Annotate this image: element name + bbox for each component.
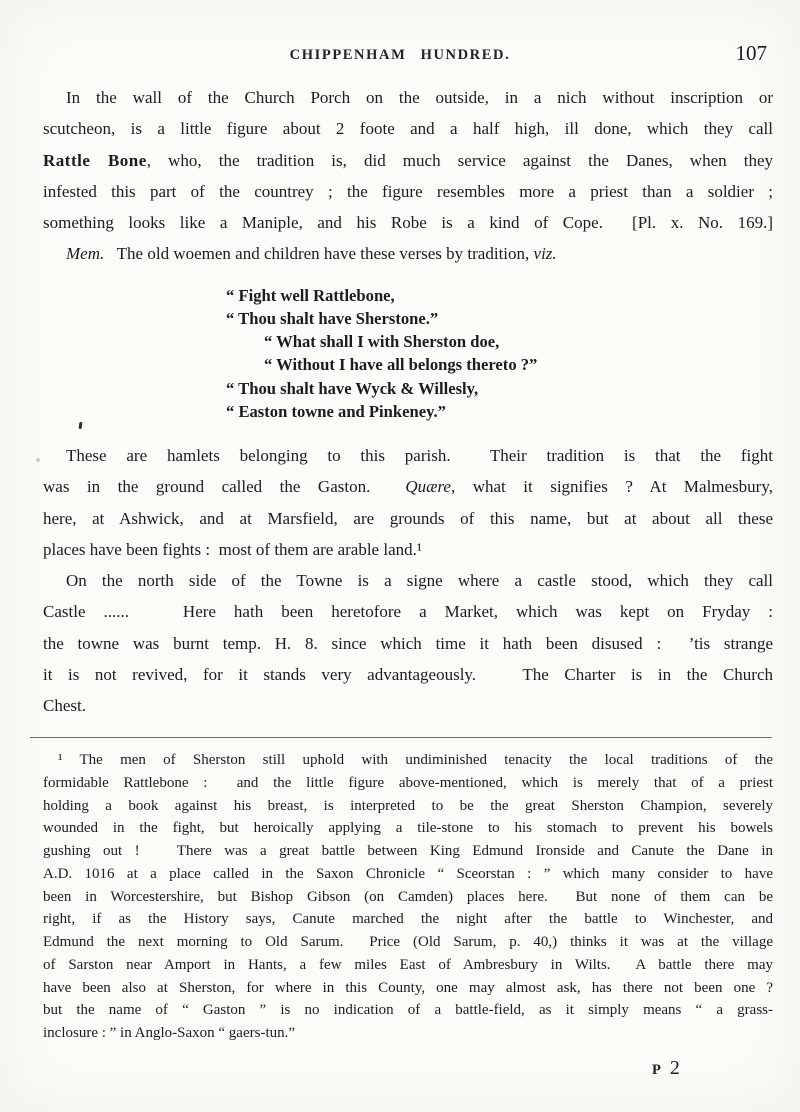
main-text-column	[43, 82, 773, 722]
text-line	[43, 596, 773, 627]
text-segment: “ Thou shalt have Wyck & Willesly,	[226, 378, 479, 398]
text-line	[226, 307, 773, 330]
page-number: 107	[735, 41, 767, 65]
text-line	[43, 886, 773, 909]
text-segment: “ Without I have all belongs thereto ?”	[264, 355, 538, 375]
text-line	[43, 1022, 773, 1045]
signature-mark	[652, 1057, 682, 1080]
text-line	[43, 908, 773, 931]
italic-text: Quære	[405, 477, 451, 497]
text-segment: inclosure : ” in Anglo-Saxon “ gaers-tun.”	[43, 1025, 296, 1041]
text-segment: , who, the tradition is, did much service against the Danes, when they	[146, 150, 773, 170]
text-segment: here, at Ashwick, and at Marsfield, are grounds of this name, but at about all these	[43, 508, 773, 528]
text-line	[226, 353, 773, 376]
blackletter-text: Rattle Bone	[43, 150, 147, 170]
text-line	[43, 659, 773, 690]
text-segment: “ Fight well Rattlebone,	[226, 285, 395, 305]
text-segment: , what it signifies ? At Malmesbury,	[450, 477, 773, 497]
paragraph-hamlets	[43, 440, 773, 565]
text-line	[43, 176, 773, 207]
text-segment: The old woemen and children have these verses by tradition,	[104, 244, 534, 264]
text-segment: Edmund the next morning to Old Sarum. Price (Old Sarum, p. 40,) thinks it was at the village	[43, 934, 773, 950]
text-segment: On the north side of the Towne is a signe where a castle stood, which they call	[66, 571, 773, 591]
text-line	[43, 863, 773, 886]
text-line	[43, 82, 773, 113]
text-segment: the towne was burnt temp. H. 8. since which time it hath been disused : ’tis strange	[43, 633, 773, 653]
text-segment: Chest.	[43, 696, 86, 716]
text-line	[226, 400, 773, 423]
text-segment: something looks like a Maniple, and his Robe is a kind of Cope. [Pl. x. No. 169.]	[43, 213, 773, 233]
text-segment: These are hamlets belonging to this parish. Their tradition is that the fight	[66, 446, 773, 465]
text-line	[226, 284, 773, 307]
text-segment: it is not revived, for it stands very advantageously. The Charter is in the Church	[43, 665, 773, 685]
text-line	[43, 113, 773, 144]
text-line	[43, 999, 773, 1022]
text-segment: scutcheon, is a little figure about 2 foote and a half high, ill done, which they call	[43, 119, 773, 139]
text-segment: A.D. 1016 at a place called in the Saxon Chronicle “ Sceorstan : ” which many consider to have	[43, 865, 773, 882]
text-line	[43, 238, 773, 269]
text-line	[43, 471, 773, 502]
text-line	[43, 840, 773, 863]
verse-block	[226, 284, 773, 423]
text-segment: “ What shall I with Sherston doe,	[264, 332, 500, 352]
text-segment: places have been fights : most of them are arable land.¹	[43, 539, 422, 559]
text-line	[43, 503, 773, 534]
text-line	[43, 628, 773, 659]
footnote-text	[43, 749, 773, 1045]
signature-number: 2	[669, 1057, 682, 1079]
text-segment: “ Thou shalt have Sherstone.”	[226, 308, 439, 328]
text-segment: gushing out ! There was a great battle between King Edmund Ironside and Canute the Dane in	[43, 843, 773, 859]
text-line	[43, 977, 773, 1000]
footnote-divider	[30, 737, 772, 738]
text-line	[226, 330, 773, 353]
text-segment: infested this part of the countrey ; the figure resembles more a priest than a soldier ;	[43, 181, 773, 201]
paragraph-castle-market	[43, 565, 773, 721]
text-line	[43, 145, 773, 176]
scan-speck	[36, 458, 40, 462]
paragraph-mem	[43, 238, 773, 269]
text-line	[43, 954, 773, 977]
text-line	[43, 690, 773, 721]
running-header-title: CHIPPENHAM HUNDRED.	[289, 47, 511, 63]
text-segment: “ Easton towne and Pinkeney.”	[226, 401, 446, 421]
text-line	[43, 817, 773, 840]
text-segment: have been also at Sherston, for where in this County, one may almost ask, has there not been one ?	[43, 979, 773, 996]
text-segment: but the name of “ Gaston ” is no indication of a battle-field, as it simply means “ a grass-	[43, 1002, 773, 1019]
text-line	[43, 772, 773, 795]
text-line	[43, 440, 773, 471]
text-line	[43, 534, 773, 565]
text-line	[226, 377, 773, 400]
signature-letter: P	[652, 1062, 663, 1078]
text-segment: holding a book against his breast, is interpreted to be the great Sherston Champion, severely	[43, 797, 773, 814]
text-segment: was in the ground called the Gaston.	[43, 477, 406, 497]
text-segment: been in Worcestershire, but Bishop Gibson (on Camden) places here. But none of them can be	[43, 888, 773, 905]
text-segment: In the wall of the Church Porch on the outside, in a nich without inscription or	[66, 88, 773, 107]
text-line	[43, 749, 773, 772]
italic-text: Mem.	[66, 244, 105, 264]
text-line	[43, 565, 773, 596]
text-segment: right, if as the History says, Canute marched the night after the battle to Winchester, and	[43, 911, 773, 928]
text-segment: formidable Rattlebone : and the little figure above-mentioned, which is merely that of a priest	[43, 774, 773, 791]
text-segment: of Sarston near Amport in Hants, a few miles East of Ambresbury in Wilts. A battle there may	[43, 956, 773, 973]
paragraph-rattlebone	[43, 82, 773, 238]
text-line	[43, 207, 773, 238]
text-segment: ¹ The men of Sherston still uphold with undiminished tenacity the local traditions of the	[58, 752, 773, 768]
italic-text: viz.	[533, 244, 557, 264]
text-segment: wounded in the fight, but heroically applying a tile-stone to his stomach to prevent his bowels	[43, 820, 773, 837]
text-line	[43, 795, 773, 818]
text-segment: Castle ...... Here hath been heretofore a Market, which was kept on Fryday :	[43, 602, 773, 622]
text-line	[43, 931, 773, 954]
